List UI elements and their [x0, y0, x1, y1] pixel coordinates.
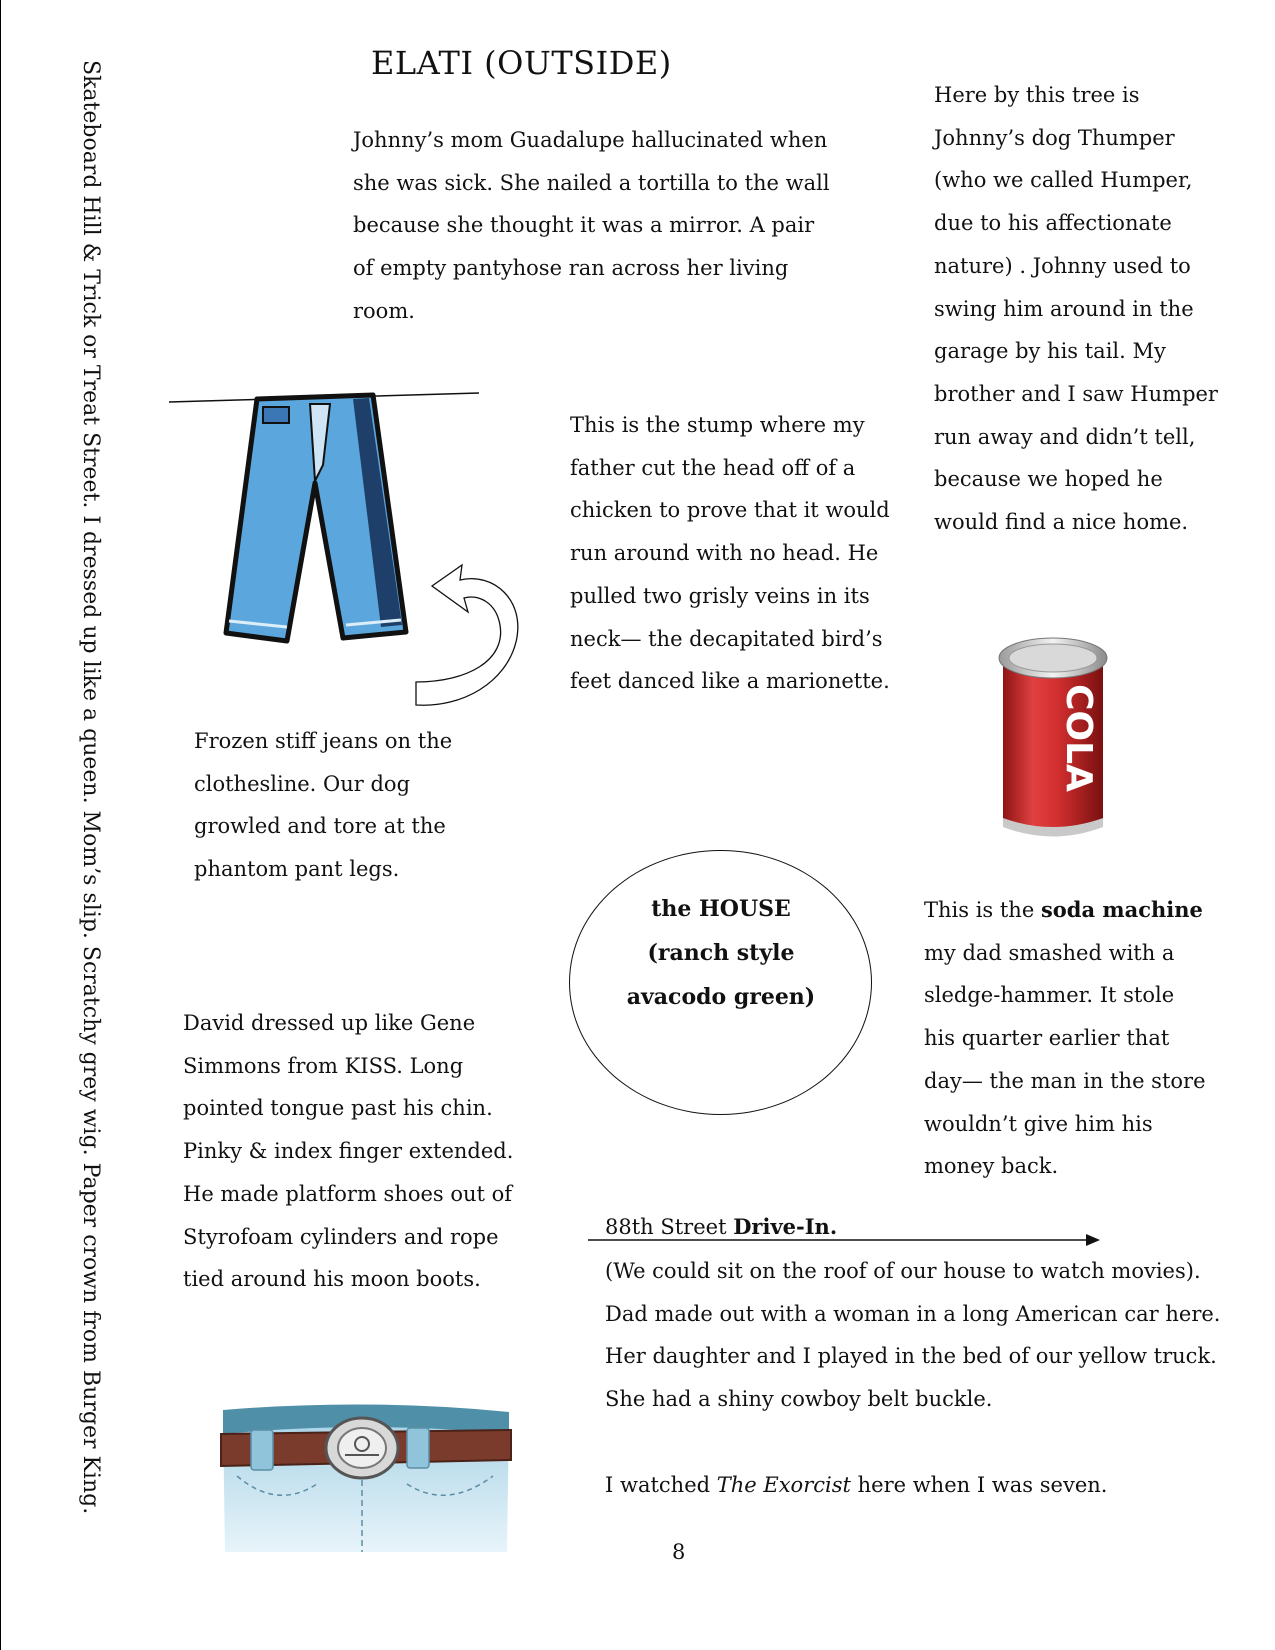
text-line: swing him around in the: [934, 296, 1194, 321]
text-line: his quarter earlier that: [924, 1026, 1170, 1051]
text-line: (We could sit on the roof of our house to watch movies).: [605, 1259, 1201, 1283]
text-line: nature) . Johnny used to: [934, 253, 1191, 278]
text-line: because we hoped he: [934, 467, 1163, 492]
page-title: ELATI (OUTSIDE): [371, 44, 672, 82]
text-line: Her daughter and I played in the bed of our yellow truck.: [605, 1344, 1217, 1369]
text-line: Johnny’s mom Guadalupe hallucinated when: [353, 128, 828, 152]
text-line: run around with no head. He: [570, 541, 879, 566]
cola-label: COLA: [1058, 684, 1099, 792]
text-line: sledge-hammer. It stole: [924, 983, 1175, 1008]
side-vertical-text: [55, 60, 135, 1515]
text-line: David dressed up like Gene: [183, 1011, 476, 1035]
text-line: (who we called Humper,: [934, 168, 1193, 193]
david-paragraph: [183, 1002, 523, 1301]
text-line: she was sick. She nailed a tortilla to the wall: [353, 170, 830, 195]
text-line: Dad made out with a woman in a long American car here.: [605, 1301, 1221, 1326]
text-line: Johnny’s dog Thumper: [934, 125, 1175, 150]
jeans-paragraph: [194, 720, 524, 891]
johnny-mom-paragraph: [353, 119, 833, 333]
drive-in-prefix: 88th Street: [605, 1215, 734, 1239]
house-label: [599, 887, 843, 1019]
text-line: run away and didn’t tell,: [934, 424, 1196, 449]
text-line: would find a nice home.: [934, 510, 1189, 535]
text-line: room.: [353, 298, 415, 323]
soda-machine-bold: soda machine: [1040, 897, 1203, 922]
text-line: my dad smashed with a: [924, 940, 1175, 965]
drive-in-bold: Drive-In.: [733, 1214, 838, 1239]
dog-paragraph: [934, 74, 1264, 544]
text-line: pointed tongue past his chin.: [183, 1096, 493, 1121]
text-line: growled and tore at the: [194, 814, 446, 839]
belt-buckle-jeans-image: [217, 1400, 515, 1552]
page-number: 8: [672, 1540, 686, 1564]
page-left-border: [0, 0, 1, 1650]
text-line: Simmons from KISS. Long: [183, 1053, 464, 1078]
text-line: father cut the head off of a: [570, 455, 856, 480]
soda-paragraph: [924, 889, 1254, 1188]
stump-paragraph: [570, 404, 910, 703]
soda-line-prefix: This is the: [924, 898, 1041, 922]
text-line: day— the man in the store: [924, 1068, 1206, 1093]
exorcist-line: [605, 1464, 1265, 1507]
drive-in-paragraph: [605, 1250, 1265, 1421]
curved-arrow-icon: [408, 560, 523, 710]
text-line: money back.: [924, 1154, 1059, 1179]
text-line: brother and I saw Humper: [934, 381, 1218, 406]
text-line: [924, 889, 1254, 932]
text-line: Here by this tree is: [934, 83, 1140, 107]
text-line: Frozen stiff jeans on the: [194, 729, 453, 753]
exorcist-title: The Exorcist: [716, 1473, 851, 1497]
text-line: feet danced like a marionette.: [570, 669, 890, 694]
text-line: He made platform shoes out of: [183, 1181, 513, 1206]
side-text: Skateboard Hill & Trick or Treat Street. I dressed up like a queen. Mom’s slip. Scratchy grey wig. Paper crown from Burger King.: [78, 60, 103, 1515]
text-line: clothesline. Our dog: [194, 771, 411, 796]
text-line: of empty pantyhose ran across her living: [353, 256, 789, 281]
text-line: due to his affectionate: [934, 211, 1172, 236]
text-line: tied around his moon boots.: [183, 1267, 481, 1292]
text-line: [605, 1464, 1265, 1507]
text-line: because she thought it was a mirror. A pair: [353, 213, 815, 238]
text-line: chicken to prove that it would: [570, 498, 890, 523]
text-line: pulled two grisly veins in its: [570, 583, 870, 608]
text-line: This is the stump where my: [570, 413, 865, 437]
text-line: She had a shiny cowboy belt buckle.: [605, 1387, 993, 1412]
exorcist-suffix: here when I was seven.: [850, 1473, 1108, 1497]
text-line: neck— the decapitated bird’s: [570, 626, 883, 651]
text-line: garage by his tail. My: [934, 339, 1166, 364]
house-line: (ranch style: [647, 940, 795, 966]
text-line: phantom pant legs.: [194, 857, 400, 882]
text-line: wouldn’t give him his: [924, 1111, 1153, 1136]
drive-in-arrow: [588, 1232, 1103, 1248]
text-line: Styrofoam cylinders and rope: [183, 1224, 499, 1249]
cola-can-image: [993, 630, 1113, 850]
house-line: avacodo green): [626, 984, 816, 1010]
house-line: the HOUSE: [651, 896, 791, 922]
text-line: Pinky & index finger extended.: [183, 1139, 514, 1164]
exorcist-prefix: I watched: [605, 1473, 717, 1497]
